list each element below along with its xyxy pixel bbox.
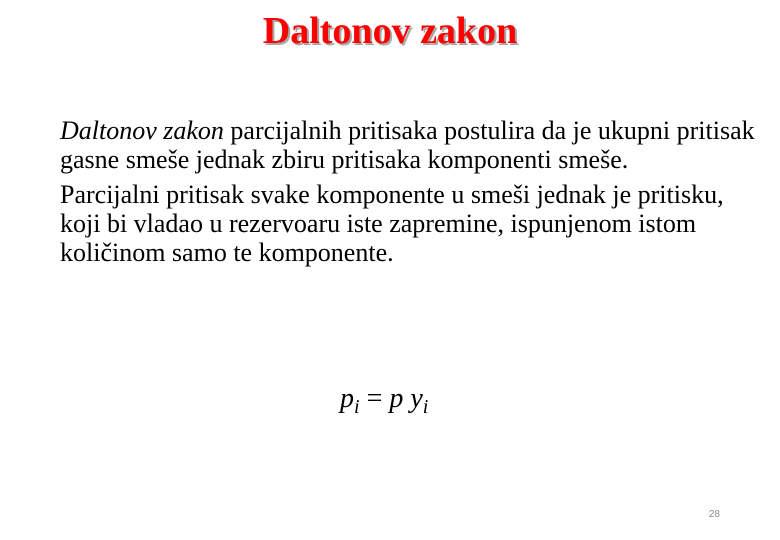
- formula-lhs-var: p: [340, 383, 354, 414]
- slide-body: [60, 116, 760, 267]
- paragraph-partial-pressure: Parcijalni pritisak svake komponente u smeši jednak je pritisku, koji bi vladao u rezervoaru iste zapremine, ispunjenom istom količinom samo te komponente.: [60, 180, 724, 267]
- formula-equals: =: [359, 383, 390, 414]
- formula-rhs-mole-fraction: y: [410, 383, 423, 414]
- formula-rhs-pressure: p: [389, 383, 404, 414]
- paragraph-dalton-law-text: parcijalnih pritisaka postulira da je ukupni pritisak gasne smeše jednak zbiru pritisaka komponenti smeše.: [60, 116, 755, 174]
- page-number: 28: [708, 509, 720, 520]
- formula-rhs-subscript: i: [422, 396, 429, 418]
- partial-pressure-formula: [340, 382, 428, 416]
- paragraph-dalton-law: [60, 116, 760, 174]
- slide-title: Daltonov zakon: [262, 10, 518, 52]
- law-name-italic: Daltonov zakon: [60, 116, 224, 145]
- formula-lhs-subscript: i: [354, 396, 360, 418]
